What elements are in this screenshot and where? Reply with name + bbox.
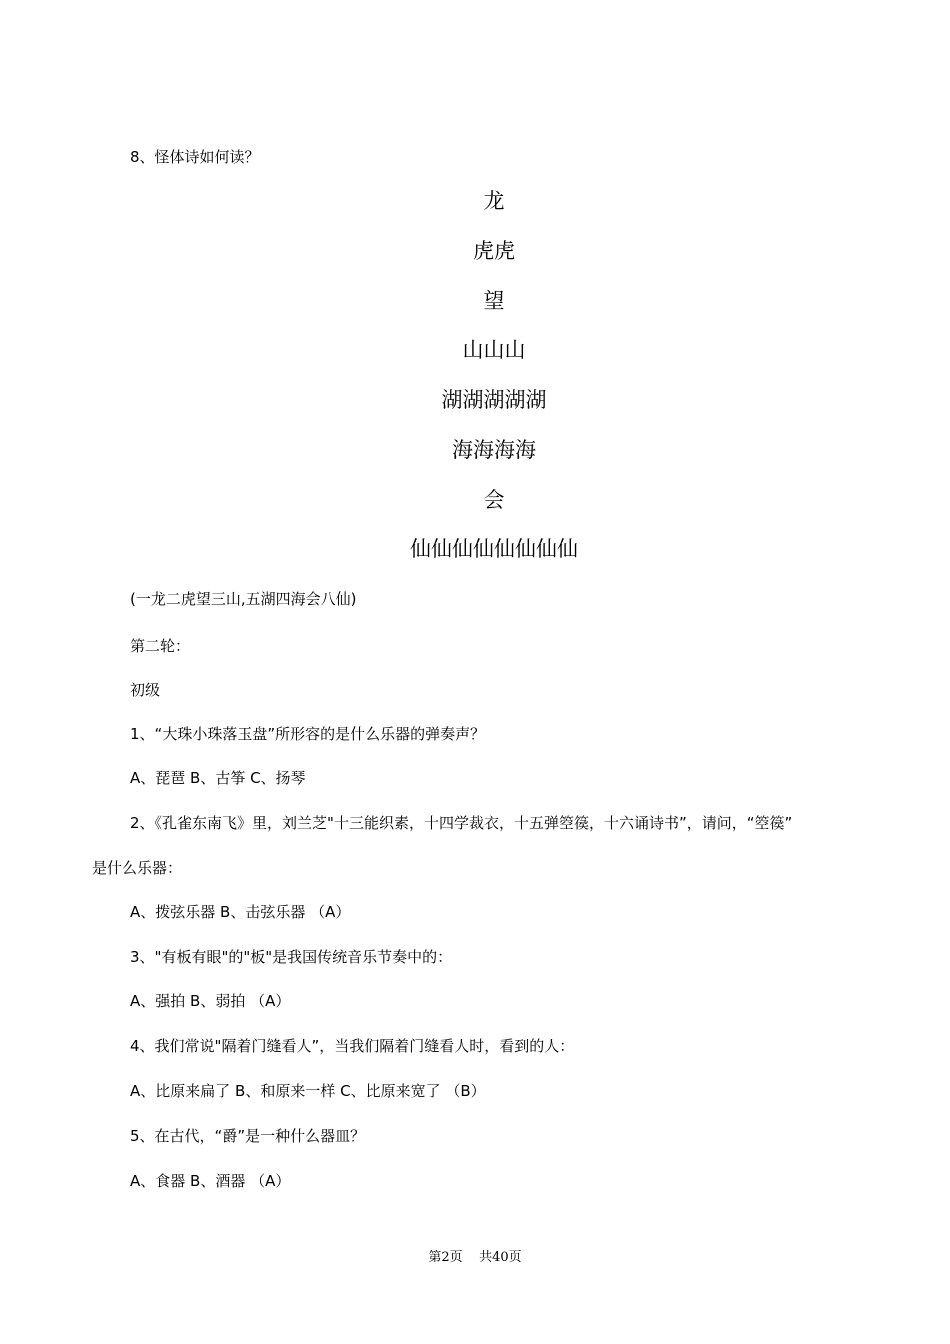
round-2-heading: 第二轮： [130,637,191,655]
level-label: 初级 [130,681,161,699]
poem-line-1: 龙 [483,189,505,213]
poem-line-2: 虎虎 [473,239,515,263]
page-number: 第2页 [428,1250,463,1265]
poem-line-5: 湖湖湖湖湖 [441,388,547,412]
page-footer [0,1249,950,1267]
question-3-options: A、强拍 B、弱拍 （A） [130,992,291,1010]
question-1-options: A、琵琶 B、古筝 C、扬琴 [130,769,306,787]
question-3: 3、"有板有眼"的"板"是我国传统音乐节奏中的： [130,948,453,966]
poem-line-6: 海海海海 [452,438,536,462]
question-2-options: A、拨弦乐器 B、击弦乐器 （A） [130,903,351,921]
poem-line-3: 望 [483,289,505,313]
poem-line-4: 山山山 [462,338,526,362]
question-2-continued: 是什么乐器： [92,859,183,877]
page-total: 共40页 [479,1250,522,1265]
poem-line-8: 仙仙仙仙仙仙仙仙 [410,537,578,561]
question-2: 2、《孔雀东南飞》里，刘兰芝"十三能织素，十四学裁衣，十五弹箜篌，十六诵诗书”，请问，“箜篌” [130,814,793,832]
poem-line-7: 会 [483,488,505,512]
question-5: 5、在古代，“爵”是一种什么器皿？ [130,1127,366,1145]
question-5-options: A、食器 B、酒器 （A） [130,1172,291,1190]
question-8-answer: (一龙二虎望三山,五湖四海会八仙) [130,590,357,608]
question-4-options: A、比原来扁了 B、和原来一样 C、比原来宽了 （B） [130,1082,486,1100]
question-1: 1、“大珠小珠落玉盘”所形容的是什么乐器的弹奏声？ [130,725,486,743]
question-8-title: 8、怪体诗如何读？ [130,148,260,166]
question-4: 4、我们常说"隔着门缝看人”，当我们隔着门缝看人时，看到的人： [130,1037,575,1055]
